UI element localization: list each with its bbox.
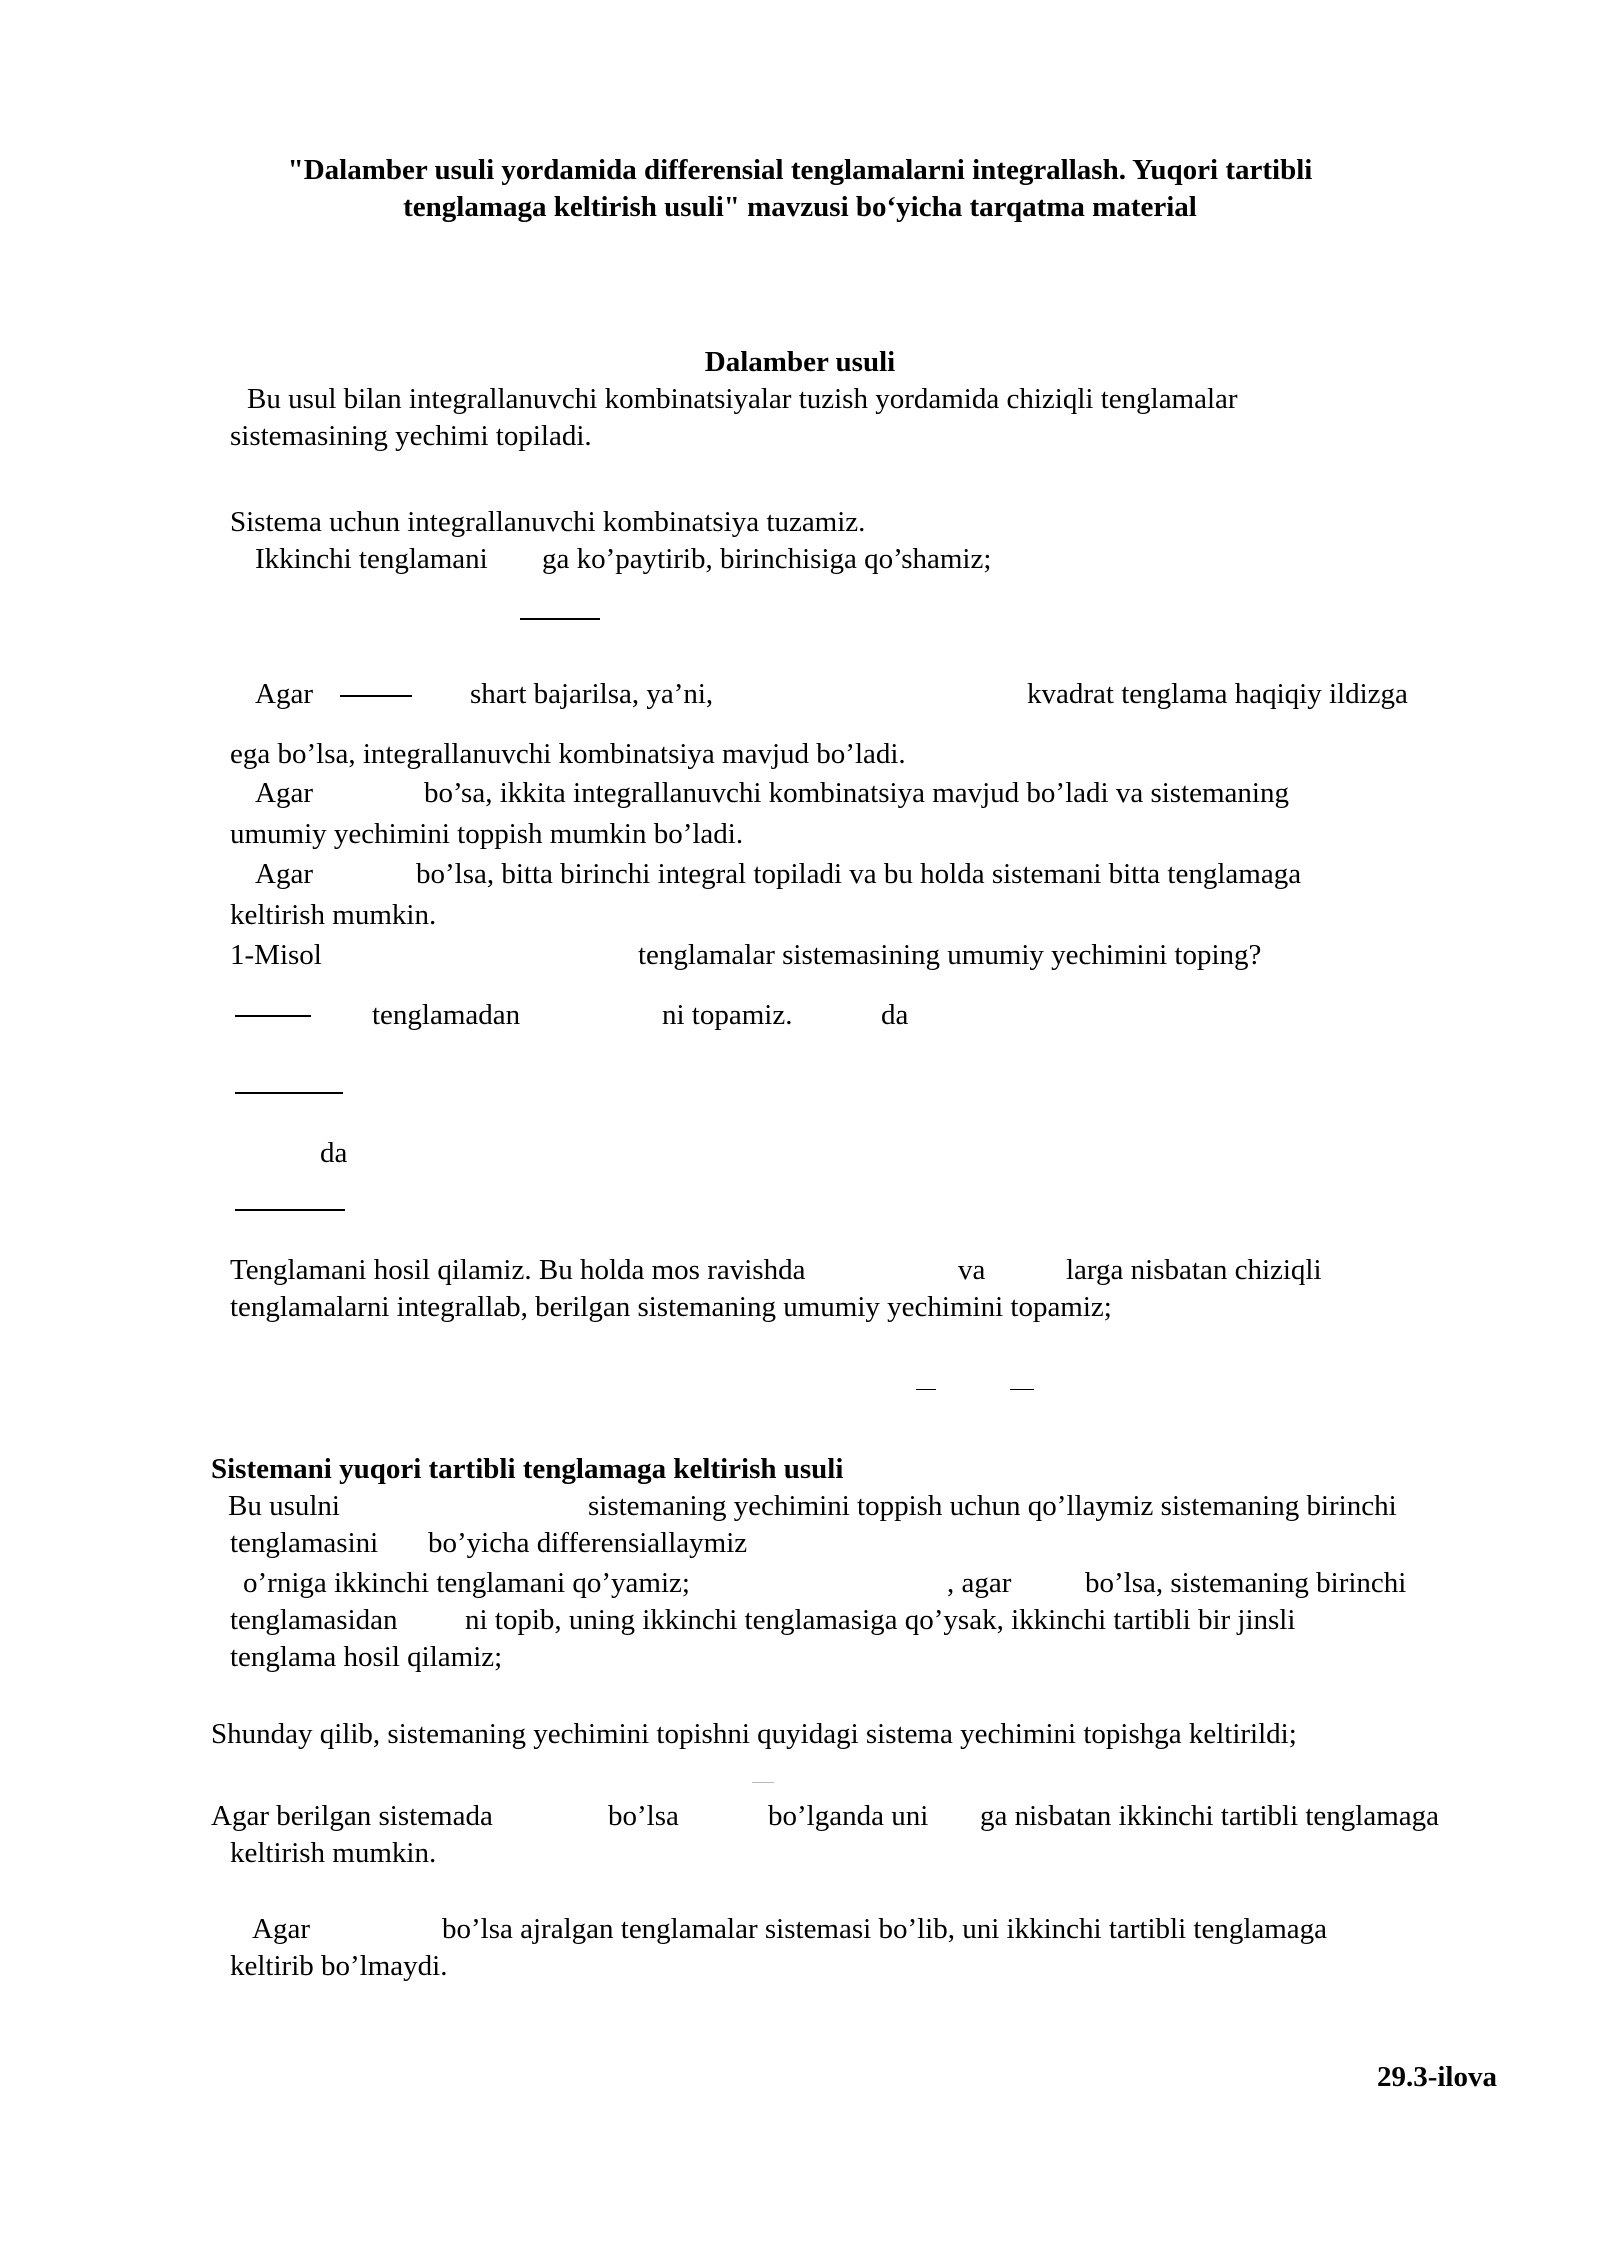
method-p1-b: sistemaning yechimini toppish uchun qo’llaymiz sistemaning birinchi — [588, 1490, 1397, 1522]
step-line-2a: Ikkinchi tenglamani — [255, 543, 488, 575]
fraction-bar — [235, 1209, 345, 1211]
fraction-bar — [752, 1782, 774, 1783]
case1-agar: Agar — [255, 777, 313, 809]
section-heading-yuqori: Sistemani yuqori tartibli tenglamaga keltirish usuli — [211, 1453, 844, 1485]
condition-shart: shart bajarilsa, ya’ni, — [470, 678, 714, 710]
condition-kvadrat: kvadrat tenglama haqiqiy ildizga — [1027, 678, 1408, 710]
method-p4-agar: Agar — [252, 1913, 310, 1945]
case2-agar: Agar — [255, 858, 313, 890]
case1-text: bo’sa, ikkita integrallanuvchi kombinatsiya mavjud bo’ladi va sistemaning — [424, 777, 1289, 809]
method-p1-line2b: bo’yicha differensiallaymiz — [428, 1527, 748, 1559]
method-p4-line2: keltirib bo’lmaydi. — [230, 1950, 448, 1982]
fraction-bar — [1010, 1389, 1034, 1390]
method-p1-line5: tenglama hosil qilamiz; — [230, 1641, 503, 1673]
example-tenglamadan: tenglamadan — [372, 999, 521, 1031]
example-text: tenglamalar sistemasining umumiy yechimini toping? — [638, 939, 1262, 971]
step-line-1: Sistema uchun integrallanuvchi kombinatsiya tuzamiz. — [230, 506, 866, 538]
fraction-bar — [235, 1092, 343, 1094]
result-line-1b: va — [958, 1254, 986, 1286]
method-p3-line2: keltirish mumkin. — [230, 1837, 437, 1869]
intro-line-2: sistemasining yechimi topiladi. — [230, 420, 592, 452]
method-p2: Shunday qilib, sistemaning yechimini topishni quyidagi sistema yechimini topishga keltirildi; — [211, 1718, 1297, 1750]
example-ni-topamiz: ni topamiz. — [662, 999, 793, 1031]
fraction-bar — [340, 695, 412, 697]
title-line-2: tenglamaga keltirish usuli" mavzusi bo‘yicha tarqatma material — [403, 191, 1197, 223]
method-p1-line4a: tenglamasidan — [230, 1604, 398, 1636]
section-heading-dalamber: Dalamber usuli — [704, 346, 896, 378]
result-line-1a: Tenglamani hosil qilamiz. Bu holda mos ravishda — [230, 1254, 806, 1286]
result-line-2: tenglamalarni integrallab, berilgan sistemaning umumiy yechimini topamiz; — [230, 1291, 1112, 1323]
method-p1-line4b: ni topib, uning ikkinchi tenglamasiga qo’ysak, ikkinchi tartibli bir jinsli — [465, 1604, 1296, 1636]
case2-line-2: keltirish mumkin. — [230, 899, 437, 931]
method-p1-a: Bu usulni — [228, 1490, 340, 1522]
method-p1-line3c: bo’lsa, sistemaning birinchi — [1085, 1567, 1407, 1599]
fraction-bar — [520, 618, 600, 620]
title-line-1: "Dalamber usuli yordamida differensial tenglamalarni integrallash. Yuqori tartibli — [287, 154, 1313, 186]
method-p3-a: Agar berilgan sistemada — [211, 1800, 493, 1832]
method-p1-line2a: tenglamasini — [230, 1527, 379, 1559]
method-p1-line3a: o’rniga ikkinchi tenglamani qo’yamiz; — [243, 1567, 690, 1599]
method-p3-c: bo’lganda uni — [768, 1800, 929, 1832]
example-da-1: da — [881, 999, 909, 1031]
example-da-2: da — [320, 1137, 348, 1169]
case1-line-2: umumiy yechimini toppish mumkin bo’ladi. — [230, 818, 744, 850]
result-line-1c: larga nisbatan chiziqli — [1066, 1254, 1322, 1286]
step-line-2b: ga ko’paytirib, birinchisiga qo’shamiz; — [542, 543, 992, 575]
method-p3-d: ga nisbatan ikkinchi tartibli tenglamaga — [980, 1800, 1440, 1832]
condition-agar: Agar — [255, 678, 313, 710]
example-label: 1-Misol — [230, 939, 322, 971]
method-p4-text: bo’lsa ajralgan tenglamalar sistemasi bo’lib, uni ikkinchi tartibli tenglamaga — [442, 1913, 1328, 1945]
case2-text: bo’lsa, bitta birinchi integral topiladi va bu holda sistemani bitta tenglamaga — [416, 858, 1302, 890]
fraction-bar — [916, 1389, 936, 1390]
method-p1-line3b: , agar — [947, 1567, 1012, 1599]
intro-line-1: Bu usul bilan integrallanuvchi kombinatsiyalar tuzish yordamida chiziqli tenglamalar — [247, 383, 1238, 415]
condition-line-2: ega bo’lsa, integrallanuvchi kombinatsiya mavjud bo’ladi. — [230, 738, 906, 770]
method-p3-b: bo’lsa — [608, 1800, 679, 1832]
appendix-label: 29.3-ilova — [1376, 2061, 1497, 2093]
fraction-bar — [235, 1015, 311, 1017]
